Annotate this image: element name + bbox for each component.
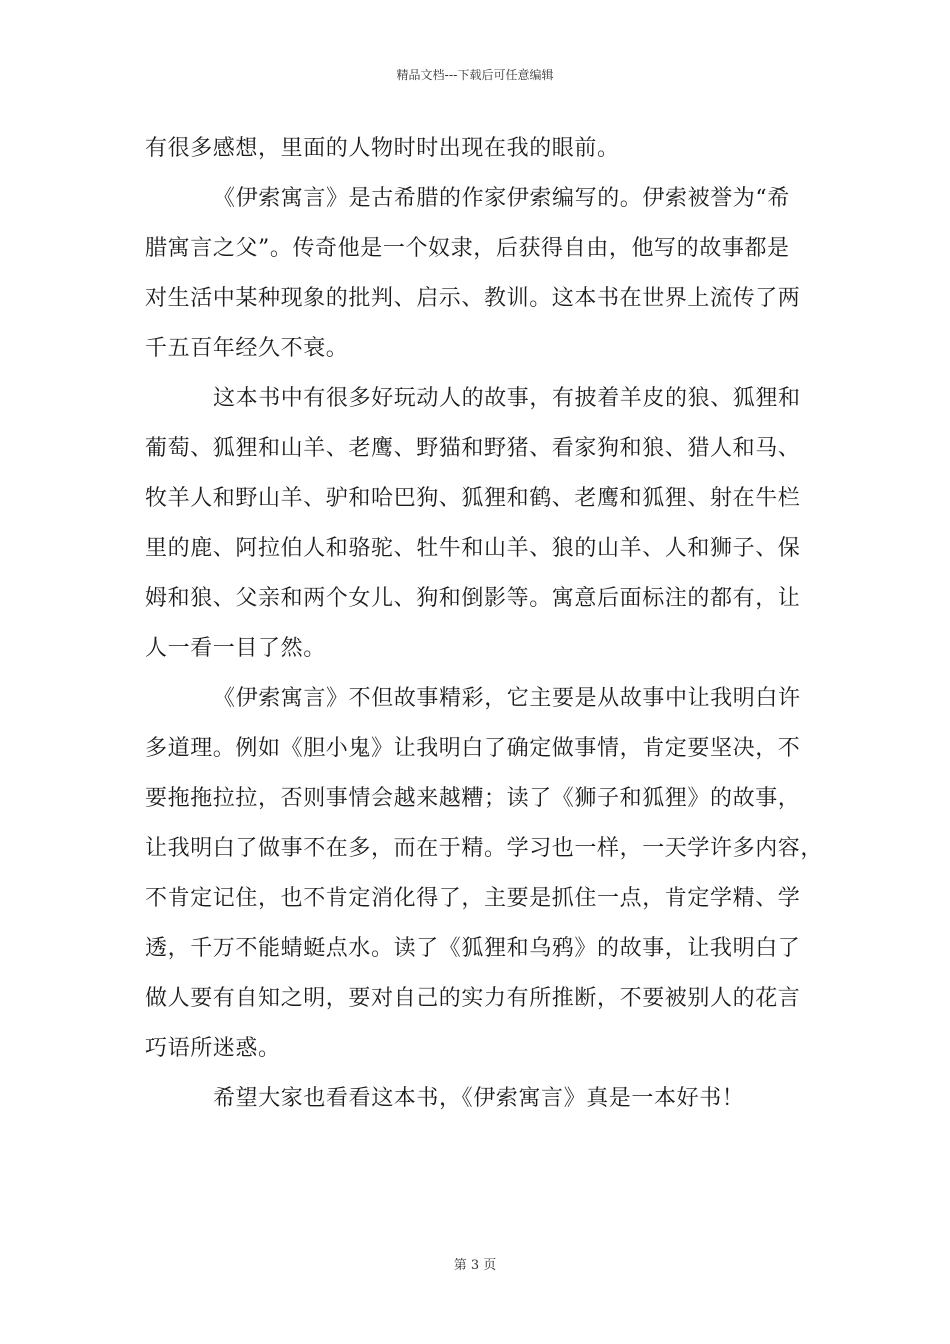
text-line: 《伊索寓言》不但故事精彩，它主要是从故事中让我明白许 (213, 686, 801, 711)
page-number: 第 3 页 (453, 1258, 497, 1273)
text-line: 这本书中有很多好玩动人的故事，有披着羊皮的狼、狐狸和 (213, 386, 801, 411)
text-line: 要拖拖拉拉，否则事情会越来越糟；读了《狮子和狐狸》的故事， (145, 786, 801, 811)
text-line: 做人要有自知之明，要对自己的实力有所推断，不要被别人的花言 (145, 986, 801, 1011)
text-line: 不肯定记住，也不肯定消化得了，主要是抓住一点，肯定学精、学 (145, 886, 801, 911)
text-line: 希望大家也看看这本书，《伊索寓言》真是一本好书！ (213, 1086, 745, 1111)
text-line: 牧羊人和野山羊、驴和哈巴狗、狐狸和鹤、老鹰和狐狸、射在牛栏 (145, 486, 801, 511)
text-line: 多道理。例如《胆小鬼》让我明白了确定做事情，肯定要坚决，不 (145, 736, 801, 761)
text-line: 姆和狼、父亲和两个女儿、狗和倒影等。寓意后面标注的都有，让 (145, 586, 801, 611)
text-line: 让我明白了做事不在多，而在于精。学习也一样，一天学许多内容， (145, 836, 824, 861)
text-line: 千五百年经久不衰。 (145, 336, 349, 361)
text-line: 腊寓言之父”。传奇他是一个奴隶，后获得自由，他写的故事都是 (145, 236, 790, 261)
text-line: 透，千万不能蜻蜓点水。读了《狐狸和乌鸦》的故事，让我明白了 (145, 936, 801, 961)
page-header: 精品文档---下载后可任意编辑 (396, 68, 554, 82)
text-line: 巧语所迷惑。 (145, 1036, 281, 1061)
text-line: 里的鹿、阿拉伯人和骆驼、牡牛和山羊、狼的山羊、人和狮子、保 (145, 536, 801, 561)
text-line: 葡萄、狐狸和山羊、老鹰、野猫和野猪、看家狗和狼、猎人和马、 (145, 436, 801, 461)
text-line: 对生活中某种现象的批判、启示、教训。这本书在世界上流传了两 (145, 286, 801, 311)
text-line: 《伊索寓言》是古希腊的作家伊索编写的。伊索被誉为“希 (213, 186, 790, 211)
text-line: 人一看一目了然。 (145, 636, 326, 661)
text-line: 有很多感想，里面的人物时时出现在我的眼前。 (145, 136, 620, 161)
